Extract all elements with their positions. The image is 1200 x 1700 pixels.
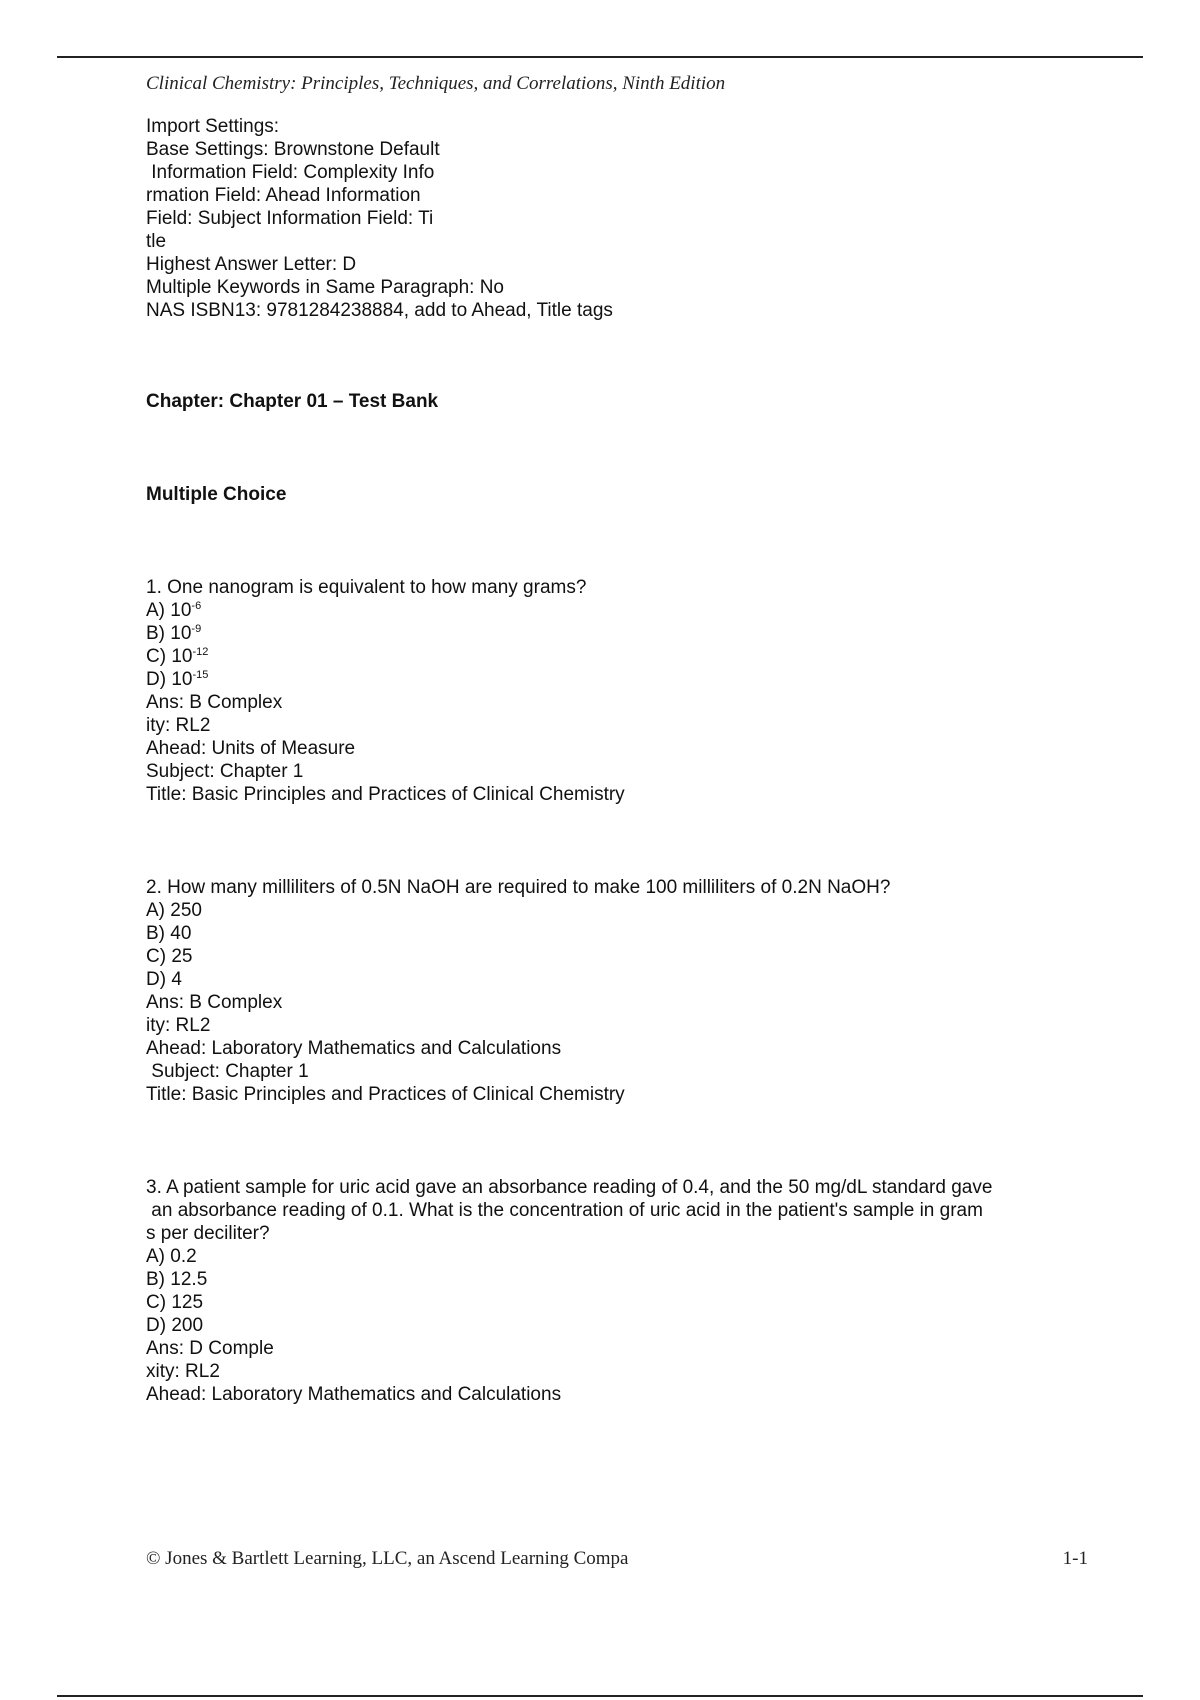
running-head: Clinical Chemistry: Principles, Techniques, and Correlations, Ninth Edition bbox=[146, 73, 726, 94]
bottom-rule bbox=[57, 1695, 1143, 1697]
answer-option: B) 40 bbox=[146, 923, 192, 944]
question-meta: Ahead: Laboratory Mathematics and Calculations bbox=[146, 1038, 562, 1059]
copyright-notice: © Jones & Bartlett Learning, LLC, an Ascend Learning Compa bbox=[146, 1548, 629, 1569]
settings-line: tle bbox=[146, 231, 167, 252]
answer-option: A) 250 bbox=[146, 900, 202, 921]
answer-option: C) 125 bbox=[146, 1292, 204, 1313]
chapter-heading: Chapter: Chapter 01 – Test Bank bbox=[146, 391, 439, 412]
answer-option: B) $10^{-9}$ bbox=[146, 623, 202, 644]
question-stem: s per deciliter? bbox=[146, 1223, 270, 1244]
question-meta: xity: RL2 bbox=[146, 1361, 220, 1382]
question-stem: an absorbance reading of 0.1. What is the concentration of uric acid in the patient's sample in gram bbox=[146, 1200, 983, 1221]
answer-option: D) $10^{-15}$ bbox=[146, 669, 209, 690]
question-stem: 2. How many milliliters of 0.5N NaOH are required to make 100 milliliters of 0.2N NaOH? bbox=[146, 877, 891, 898]
settings-line: Information Field: Complexity Info bbox=[146, 162, 435, 183]
answer-option: A) $10^{-6}$ bbox=[146, 600, 202, 621]
settings-line: Base Settings: Brownstone Default bbox=[146, 139, 440, 160]
question-meta: ity: RL2 bbox=[146, 1015, 211, 1036]
import-settings bbox=[146, 115, 1086, 322]
settings-line: Multiple Keywords in Same Paragraph: No bbox=[146, 277, 505, 298]
question-meta: ity: RL2 bbox=[146, 715, 211, 736]
settings-line: Field: Subject Information Field: Ti bbox=[146, 208, 434, 229]
answer-option: D) 4 bbox=[146, 969, 182, 990]
question-meta: Ans: B Complex bbox=[146, 692, 283, 713]
top-rule bbox=[57, 56, 1143, 58]
answer-option: D) 200 bbox=[146, 1315, 204, 1336]
answer-option: C) $10^{-12}$ bbox=[146, 646, 209, 667]
settings-line: rmation Field: Ahead Information bbox=[146, 185, 421, 206]
answer-option: C) 25 bbox=[146, 946, 193, 967]
section-heading: Multiple Choice bbox=[146, 484, 287, 505]
settings-line: Import Settings: bbox=[146, 116, 280, 137]
answer-option: B) 12.5 bbox=[146, 1269, 208, 1290]
question-1 bbox=[146, 576, 1086, 806]
page-content bbox=[146, 72, 1086, 1406]
answer-option: A) 0.2 bbox=[146, 1246, 197, 1267]
question-meta: Ans: B Complex bbox=[146, 992, 283, 1013]
question-meta: Ahead: Laboratory Mathematics and Calculations bbox=[146, 1384, 562, 1405]
question-stem: 3. A patient sample for uric acid gave an absorbance reading of 0.4, and the 50 mg/dL standard gave bbox=[146, 1177, 993, 1198]
question-2 bbox=[146, 876, 1086, 1106]
settings-line: NAS ISBN13: 9781284238884, add to Ahead, Title tags bbox=[146, 300, 613, 321]
question-meta: Subject: Chapter 1 bbox=[146, 761, 304, 782]
question-3 bbox=[146, 1176, 1086, 1406]
question-meta: Subject: Chapter 1 bbox=[146, 1061, 309, 1082]
page-number: 1-1 bbox=[1062, 1548, 1088, 1569]
question-meta: Title: Basic Principles and Practices of Clinical Chemistry bbox=[146, 1084, 625, 1105]
question-meta: Ahead: Units of Measure bbox=[146, 738, 356, 759]
settings-line: Highest Answer Letter: D bbox=[146, 254, 357, 275]
page-footer bbox=[146, 1547, 1088, 1570]
question-meta: Title: Basic Principles and Practices of Clinical Chemistry bbox=[146, 784, 625, 805]
question-meta: Ans: D Comple bbox=[146, 1338, 274, 1359]
question-stem: 1. One nanogram is equivalent to how many grams? bbox=[146, 577, 587, 598]
